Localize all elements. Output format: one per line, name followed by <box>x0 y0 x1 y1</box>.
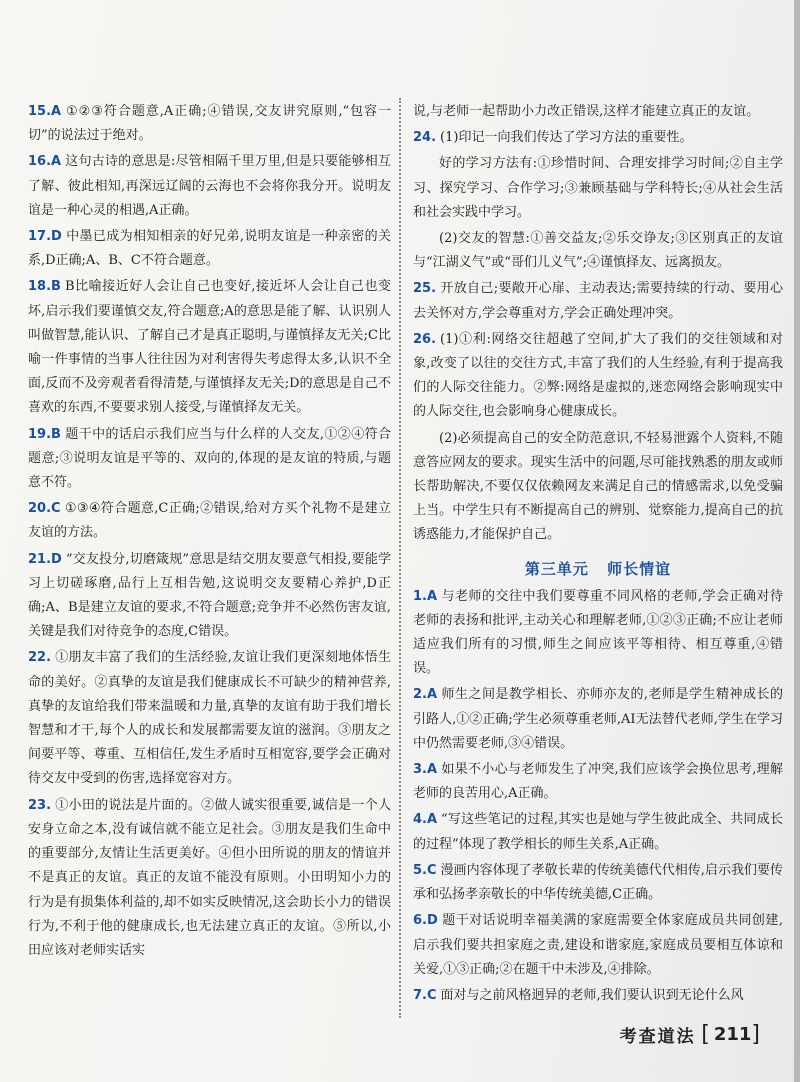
answer-text: (1)印记一向我们传达了学习方法的重要性。 <box>440 130 693 146</box>
answer-entry <box>28 497 391 545</box>
unit-title: 师长情谊 <box>607 559 672 578</box>
answer-number: 16.A <box>28 154 62 170</box>
answer-entry <box>413 984 783 1008</box>
answer-text: 漫画内容体现了孝敬长辈的传统美德代代相传,启示我们要传承和弘扬孝亲敬长的中华传统美德,C正确。 <box>413 862 783 903</box>
answer-text: 题干中的话启示我们应当与什么样的人交友,①②④符合题意;③说明友谊是平等的、双向的,体现的是友谊的特质,与题意不符。 <box>28 426 391 491</box>
answer-text: ①小田的说法是片面的。②做人诚实很重要,诚信是一个人安身立命之本,没有诚信就不能立足社会。③朋友是我们生命中的重要部分,友情让生活更美好。④但小田所说的朋友的情谊并不是真正的友谊。真正的友谊不能没有原则。小田明知小力的行为是有损集体利益的,却不如实反映情况,这会助长小力的错误行为,不利于他的健康成长,也无法建立真正的友谊。⑤所以,小田应该对老师实话实 <box>28 797 391 958</box>
answer-number: 15.A <box>28 104 62 119</box>
answer-number: 25. <box>413 281 437 297</box>
bracket-close: ] <box>751 1022 760 1047</box>
answer-entry <box>28 646 391 791</box>
answer-text: 与老师的交往中我们要尊重不同风格的老师,学会正确对待老师的表扬和批评,主动关心和理解老师,①②③正确;不应让老师适应我们所有的习惯,师生之间应该平等相待、相互尊重,④错误。 <box>413 588 783 677</box>
answer-entry <box>413 152 783 225</box>
answer-text: (2)必须提高自己的安全防范意识,不轻易泄露个人资料,不随意答应网友的要求。现实生活中的问题,尽可能找熟悉的朋友或师长帮助解决,不要仅仅依赖网友来满足自己的情感需求,以免受骗上当。中学生只有不断提高自己的辨别、觉察能力,提高自己的抗诱惑能力,才能保护自己。 <box>413 430 783 543</box>
page-footer <box>620 1022 760 1047</box>
answer-text: ①③④符合题意,C正确;②错误,给对方买个礼物不是建立友谊的方法。 <box>28 501 391 541</box>
answer-entry <box>413 126 783 150</box>
answer-entry <box>28 100 391 148</box>
answer-text: (1)①利:网络交往超越了空间,扩大了我们的交往领域和对象,改变了以往的交往方式,丰富了我们的人生经验,有利于提高我们的人际交往能力。②弊:网络是虚拟的,迷恋网络会影响现实中的人际交往,也会影响身心健康成长。 <box>413 331 783 420</box>
answer-text: B比喻接近好人会让自己也变好,接近坏人会让自己也变坏,启示我们要谨慎交友,符合题意;A的意思是能了解、认识别人叫做智慧,能认识、了解自己才是真正聪明,与谨慎择友无关;C比喻一件事情的当事人往往因为对利害得失考虑得太多,认识不全面,反而不及旁观者看得清楚,与谨慎择友无关;D的意思是自己不喜欢的东西,不要要求别人接受,与谨慎择友无关。 <box>28 279 391 416</box>
answer-entry <box>28 225 391 273</box>
answer-text: ①②③符合题意,A正确;④错误,交友讲究原则,“包容一切”的说法过于绝对。 <box>28 104 391 144</box>
answer-number: 20.C <box>28 501 61 517</box>
answer-text: 中墨已成为相知相亲的好兄弟,说明友谊是一种亲密的关系,D正确;A、B、C不符合题意。 <box>28 229 391 269</box>
answer-entry <box>413 277 783 325</box>
answer-number: 6.D <box>413 913 438 929</box>
answer-number: 5.C <box>413 862 437 878</box>
bracket-open: [ <box>701 1022 710 1047</box>
answer-number: 22. <box>28 650 52 666</box>
answer-text: 师生之间是教学相长、亦师亦友的,老师是学生精神成长的引路人,①②正确;学生必须尊重老师,AI无法替代老师,学生在学习中仍然需要老师,③④错误。 <box>413 687 783 751</box>
answer-text: ①朋友丰富了我们的生活经验,友谊让我们更深刻地体悟生命的美好。②真挚的友谊是我们健康成长不可缺少的精神营养,真挚的友谊给我们带来温暖和力量,真挚的友谊有助于我们增长智慧和才干,每个人的成长和发展都需要友谊的滋润。③朋友之间要平等、尊重、互相信任,发生矛盾时互相宽容,要学会正确对待交友中受到的伤害,选择宽容对方。 <box>28 650 391 787</box>
answer-text: 题干对话说明幸福美满的家庭需要全体家庭成员共同创建,启示我们要共担家庭之责,建设和谐家庭,家庭成员要相互体谅和关爱,①③正确;②在题干中未涉及,④排除。 <box>413 913 783 977</box>
answer-number: 3.A <box>413 762 438 778</box>
column-divider <box>399 98 401 1018</box>
answer-entry <box>413 808 783 856</box>
answer-number: 23. <box>28 797 52 813</box>
answer-number: 19.B <box>28 426 61 442</box>
answer-entry <box>28 423 391 496</box>
answer-number: 24. <box>413 130 437 146</box>
page-number: 211 <box>713 1024 752 1045</box>
unit-label: 第三单元 <box>524 559 589 578</box>
right-column-bottom <box>413 585 783 1008</box>
answer-entry <box>413 227 783 275</box>
left-column <box>28 100 391 965</box>
answer-entry <box>28 275 391 420</box>
answer-number: 26. <box>413 331 437 347</box>
answer-entry <box>413 859 783 907</box>
answer-entry <box>28 794 391 963</box>
answer-entry <box>413 427 783 548</box>
answer-text: 这句古诗的意思是:尽管相隔千里万里,但是只要能够相互了解、彼此相知,再深远辽阔的云海也不会将你我分开。说明友谊是一种心灵的相遇,A正确。 <box>28 154 391 218</box>
answer-text: 好的学习方法有:①珍惜时间、合理安排学习时间;②自主学习、探究学习、合作学习;③兼顾基础与学科特长;④从社会生活和社会实践中学习。 <box>413 156 783 220</box>
answer-number: 18.B <box>28 279 61 295</box>
section-heading <box>413 558 783 579</box>
answer-number: 2.A <box>413 687 438 703</box>
answer-entry <box>413 909 783 982</box>
answer-entry <box>413 683 783 756</box>
answer-text: “写这些笔记的过程,其实也是她与学生彼此成全、共同成长的过程”体现了教学相长的师生关系,A正确。 <box>413 812 783 852</box>
answer-number: 7.C <box>413 987 437 1003</box>
answer-entry <box>413 585 783 682</box>
answer-entry <box>413 100 783 124</box>
page-edge-shadow <box>794 0 800 1082</box>
answer-text: “交友投分,切磨箴规”意思是结交朋友要意气相投,要能学习上切磋琢磨,品行上互相告勉,这说明交友要精心养护,D正确;A、B是建立友谊的要求,不符合题意;竞争并不必然伤害友谊,关键是我们对待竞争的态度,C错误。 <box>28 551 391 640</box>
answer-text: 如果不小心与老师发生了冲突,我们应该学会换位思考,理解老师的良苦用心,A正确。 <box>413 762 783 802</box>
answer-text: 开放自己;要敞开心扉、主动表达;需要持续的行动、要用心去关怀对方,学会尊重对方,学会正确处理冲突。 <box>413 281 783 321</box>
answer-entry <box>413 328 783 425</box>
right-column <box>413 100 783 1010</box>
answer-number: 1.A <box>413 588 438 604</box>
answer-number: 4.A <box>413 812 438 828</box>
answer-text: 面对与之前风格迥异的老师,我们要认识到无论什么风 <box>440 987 744 1003</box>
answer-entry <box>28 150 391 223</box>
right-column-top <box>413 100 783 548</box>
footer-label: 考查道法 <box>619 1027 696 1047</box>
answer-entry <box>28 548 391 645</box>
answer-text: (2)交友的智慧:①善交益友;②乐交诤友;③区别真正的友谊与“江湖义气”或“哥们儿义气”;④谨慎择友、远离损友。 <box>413 231 783 271</box>
answer-number: 17.D <box>28 229 62 245</box>
answer-number: 21.D <box>28 551 62 567</box>
answer-entry <box>413 758 783 806</box>
answer-text: 说,与老师一起帮助小力改正错误,这样才能建立真正的友谊。 <box>413 104 760 119</box>
